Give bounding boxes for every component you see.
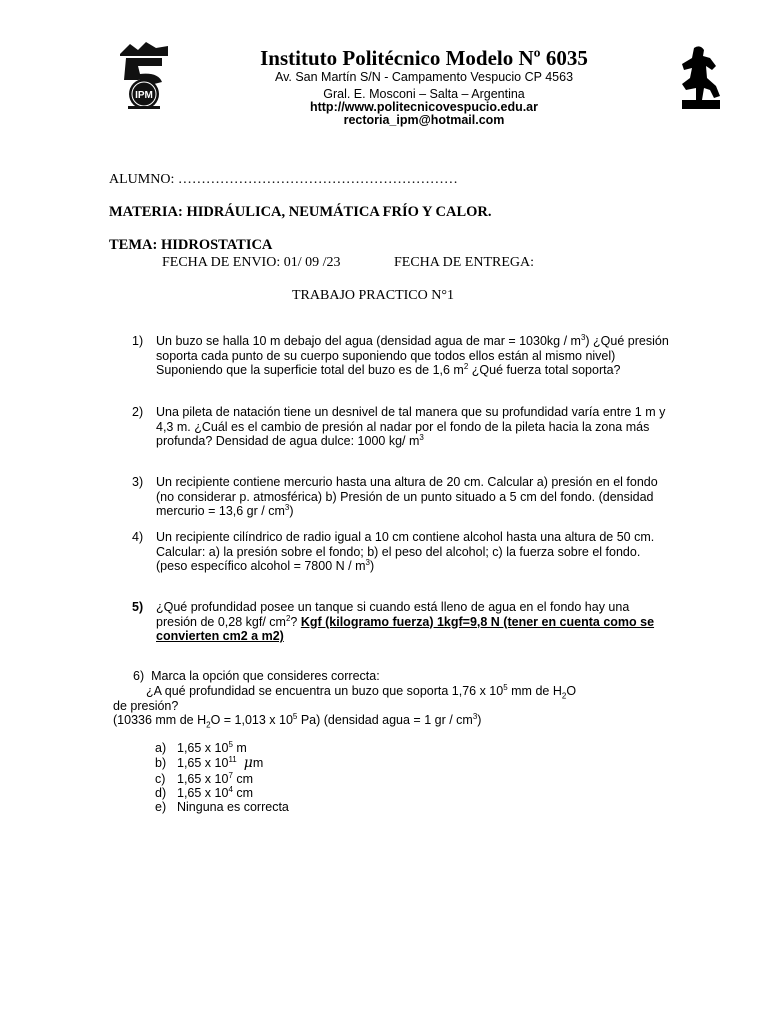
question-3: 3) Un recipiente contiene mercurio hasta una altura de 20 cm. Calcular a) presión en el fondo (no considerar p. atmosférica) b) Presión de un punto situado a 5 cm del fondo. (densidad mercurio = 13,6 gr / $cm^3$) (132, 475, 658, 519)
email-link[interactable]: rectoria_ipm@hotmail.com (343, 113, 505, 127)
address-line-1: Av. San Martín S/N - Campamento Vespucio CP 4563 (274, 70, 574, 84)
due-date: FECHA DE ENTREGA: (394, 255, 534, 270)
send-date: FECHA DE ENVIO: 01/ 09 /23 (162, 255, 341, 270)
address-line-2: Gral. E. Mosconi – Salta – Argentina (323, 87, 525, 101)
question-number: 5) (132, 600, 144, 614)
topic-title: TEMA: HIDROSTATICA (109, 237, 273, 253)
option-d[interactable]: d) 1,65 x $10^4$ cm (155, 784, 254, 800)
option-c[interactable]: c) 1,65 x $10^7$ cm (155, 770, 254, 786)
question-2: 2) Una pileta de natación tiene un desnivel de tal manera que su profundidad varía entre 1 m y 4,3 m. ¿Cuál es el cambio de presión al nadar por el fondo de la pileta hacia la zona más profunda? Densidad de agua dulce: 1000 kg/ $m^3$ (132, 405, 666, 449)
question-number: 2) (132, 405, 144, 419)
option-e[interactable]: e) Ninguna es correcta (155, 800, 289, 814)
question-6-note: (10336 mm de $H_2O = 1,013$ x $10^5$ Pa) (densidad agua = 1 gr / $cm^3$) (113, 711, 482, 730)
subject-title: MATERIA: HIDRÁULICA, NEUMÁTICA FRÍO Y CALOR. (109, 204, 492, 220)
assignment-title: TRABAJO PRACTICO N°1 (292, 288, 454, 303)
question-number: 3) (132, 475, 144, 489)
question-6-text: ¿A qué profundidad se encuentra un buzo que soporta 1,76 x $10^5$ mm de $H_2O$ de presión? (113, 682, 577, 713)
question-4: 4) Un recipiente cilíndrico de radio igual a 10 cm contiene alcohol hasta una altura de 50 cm. Calcular: a) la presión sobre el fondo; b) el peso del alcohol; c) la fuerza sobre el fondo. (peso específico alcohol = 7800 N / $m^3$) (132, 530, 655, 574)
website-link[interactable]: http://www.politecnicovespucio.edu.ar (309, 100, 539, 114)
question-number: 1) (132, 334, 144, 348)
institute-title: Instituto Politécnico Modelo Nº 6035 (260, 46, 588, 70)
conversion-note: Kgf (kilogramo fuerza) 1kgf=9,8 N (tener en cuenta como se convierten cm2 a m2) (156, 614, 655, 644)
logo-text: IPM (135, 90, 153, 101)
question-6-intro: 6) Marca la opción que consideres correcta: (133, 669, 380, 683)
option-b[interactable]: b) 1,65 x $10^{11}$ μm (155, 754, 264, 771)
question-1: 1) Un buzo se halla 10 m debajo del agua (densidad agua de mar = $1030kg / m^3$) ¿Qué presión soporta cada punto de su cuerpo suponiendo que todos ellos están al mismo nivel) Suponiendo que la superficie total del buzo es de 1,6 $m^2$ ¿Qué fuerza total soporta? (132, 332, 669, 378)
student-field: ALUMNO: …………………………………………………… (109, 172, 458, 187)
option-a[interactable]: a) 1,65 x $10^5$ m (155, 739, 247, 755)
question-5: 5) ¿Qué profundidad posee un tanque si cuando está lleno de agua en el fondo hay una presión de 0,28 kgf/ $cm^2$? Kgf (kilogramo fuerza) 1kgf=9,8 N (tener en cuenta como se convierten cm2 a m2) (132, 600, 655, 644)
question-number: 4) (132, 530, 144, 544)
